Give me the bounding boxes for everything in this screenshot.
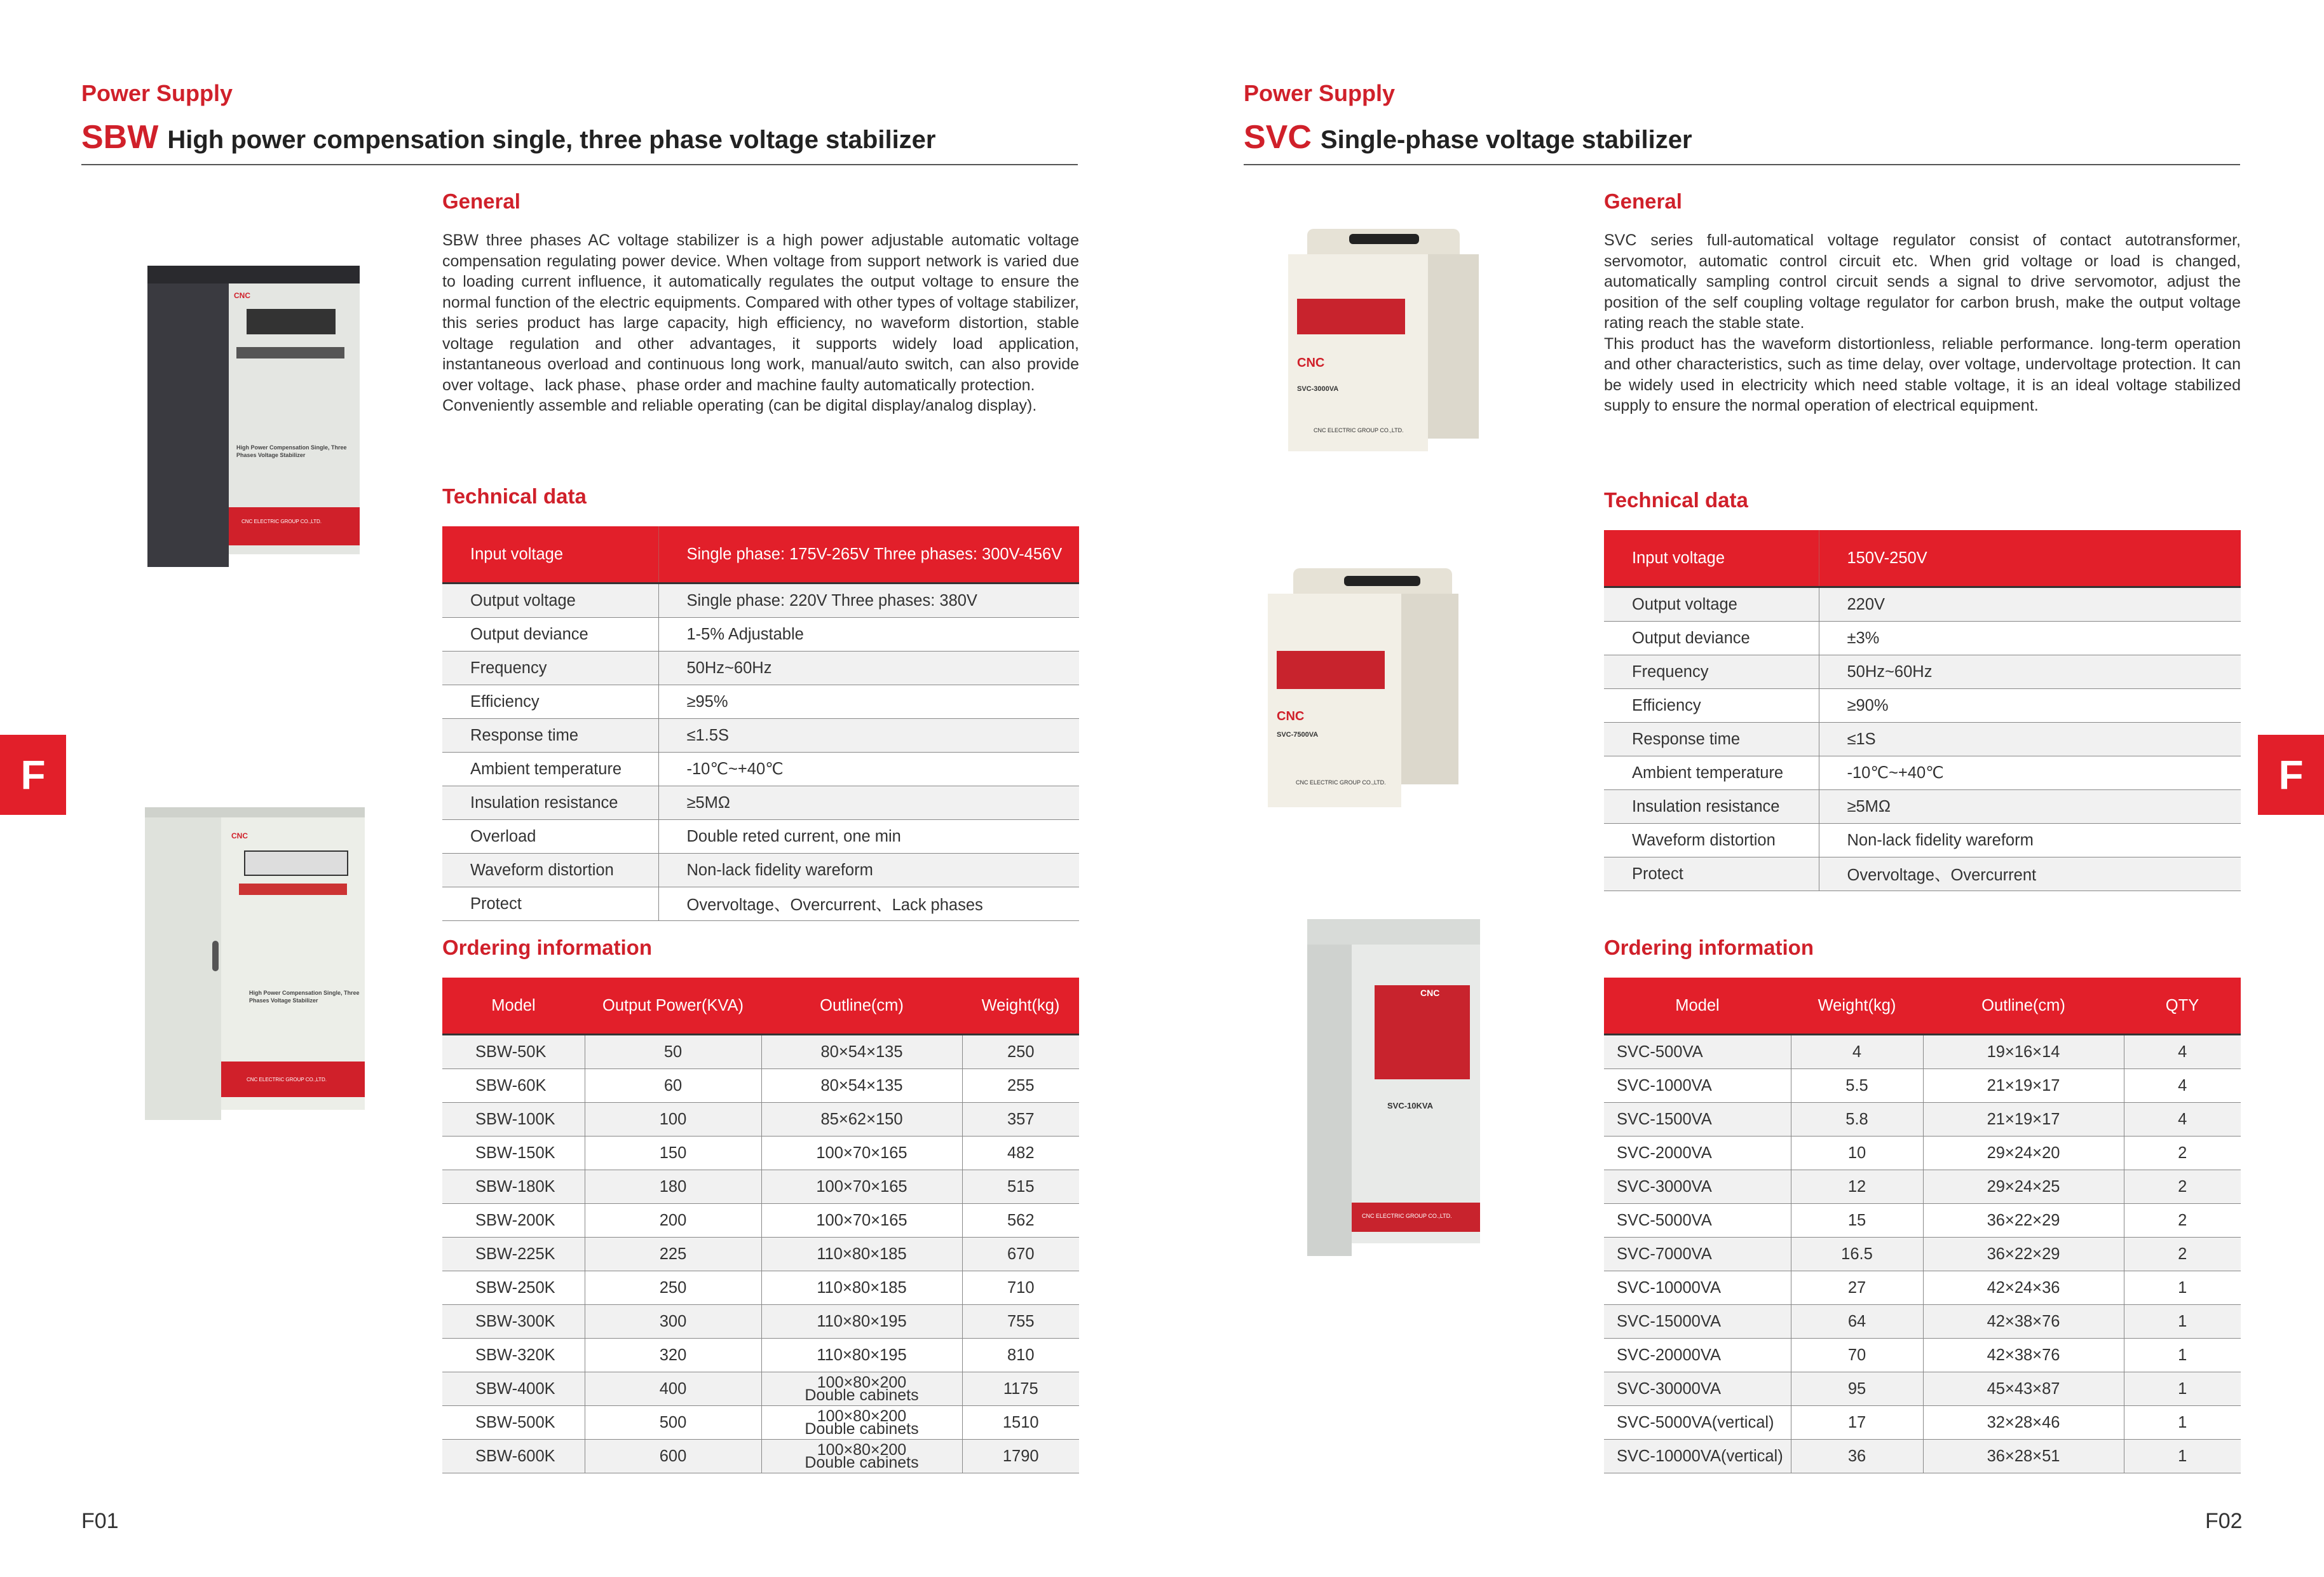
model-cell: SBW-400K [442,1372,585,1406]
value-cell: 15 [1791,1204,1923,1238]
spec-name: Efficiency [1604,689,1819,723]
table-row [442,1035,1079,1069]
model-cell: SBW-600K [442,1440,585,1473]
value-cell: 16.5 [1791,1238,1923,1271]
model-cell: SBW-500K [442,1406,585,1440]
spec-value: ±3% [1819,622,2241,655]
general-heading: General [442,189,520,213]
outline-cell: 100×70×165 [761,1204,962,1238]
technical-table [442,526,1079,921]
value-cell: 5.5 [1791,1069,1923,1103]
model-cell: SBW-60K [442,1069,585,1103]
general-heading: General [1604,189,1682,213]
product-title: Single-phase voltage stabilizer [1320,126,1692,154]
table-row [442,719,1079,753]
table-row [1604,857,2241,891]
table-row [1604,1137,2241,1170]
table-row [1604,587,2241,622]
spec-value: ≥90% [1819,689,2241,723]
table-row [1604,1305,2241,1339]
spec-value: 50Hz~60Hz [658,652,1079,685]
product-label: SVC-10KVA [1387,1101,1434,1110]
model-cell: SBW-50K [442,1035,585,1069]
category-label: Power Supply [1244,80,1396,106]
column-header: Model [1604,978,1791,1035]
outline-cell: 42×38×76 [1923,1305,2124,1339]
ordering-heading: Ordering information [1604,936,1814,959]
spec-value: 220V [1819,587,2241,622]
table-row [442,1305,1079,1339]
product-footer: CNC ELECTRIC GROUP CO.,LTD. [1362,1213,1452,1219]
table-row [1604,1170,2241,1204]
table-row [1604,1204,2241,1238]
spec-value: 150V-250V [1819,530,2241,587]
value-cell: 320 [585,1339,761,1372]
table-row [442,1271,1079,1305]
table-row [442,1137,1079,1170]
column-header: Outline(cm) [1923,978,2124,1035]
table-row [442,618,1079,652]
table-header-row [442,978,1079,1035]
value-cell: 4 [2124,1035,2241,1069]
spec-name: Output deviance [442,618,658,652]
model-cell: SVC-500VA [1604,1035,1791,1069]
outline-cell: 100×70×165 [761,1137,962,1170]
table-row [1604,790,2241,824]
value-cell: 1 [2124,1406,2241,1440]
column-header: Model [442,978,585,1035]
spec-name: Response time [1604,723,1819,756]
model-cell: SVC-3000VA [1604,1170,1791,1204]
value-cell: 255 [962,1069,1079,1103]
value-cell: 250 [962,1035,1079,1069]
outline-cell: 42×38×76 [1923,1339,2124,1372]
model-cell: SVC-5000VA(vertical) [1604,1406,1791,1440]
spec-value: -10℃~+40℃ [1819,756,2241,790]
page-right [1162,0,2324,1577]
column-header: Weight(kg) [962,978,1079,1035]
product-footer: CNC ELECTRIC GROUP CO.,LTD. [1314,427,1404,434]
column-header: Outline(cm) [761,978,962,1035]
spec-name: Protect [1604,857,1819,891]
model-cell: SBW-200K [442,1204,585,1238]
product-footer: CNC ELECTRIC GROUP CO.,LTD. [247,1077,327,1082]
table-row [1604,824,2241,857]
general-paragraph: SBW three phases AC voltage stabilizer is a high power adjustable automatic voltage compensation regulating power device. When voltage from support network is varied due to loading current influence, it automatically regulates the output voltage to ensure the normal function of the electric equipments. Compared with other types of voltage stabilizer, this series product has large capacity, high efficiency, no waveform distortion, stable voltage regulation and other advantages, it supports widely load application, instantaneous overload and continuous long work, manual/auto switch, can also provide over voltage、lack phase、phase order and machine faulty automatically protection. [442,231,1079,394]
table-row [1604,1406,2241,1440]
category-label: Power Supply [81,80,233,106]
spec-name: Insulation resistance [442,786,658,820]
table-header-row [442,526,1079,584]
value-cell: 95 [1791,1372,1923,1406]
table-row [442,584,1079,618]
technical-heading: Technical data [442,484,587,508]
general-paragraph: This product has the waveform distortionless, reliable performance. long-term operation and other characteristics, such as time delay, over voltage, undervoltage protection. It can be widely used in electricity which need stable voltage, it is an ideal voltage stabilized supply to ensure the normal operation of electrical equipment. [1604,334,2241,414]
spec-name: Efficiency [442,685,658,719]
model-cell: SVC-1500VA [1604,1103,1791,1137]
outline-cell: 100×70×165 [761,1170,962,1204]
ordering-table [1604,978,2241,1473]
table-row [442,1238,1079,1271]
outline-dimensions: 100×80×200 [817,1407,907,1425]
spec-name: Frequency [442,652,658,685]
value-cell: 2 [2124,1170,2241,1204]
outline-cell: 29×24×20 [1923,1137,2124,1170]
table-row [1604,1035,2241,1069]
table-row [442,1170,1079,1204]
value-cell: 2 [2124,1204,2241,1238]
value-cell: 400 [585,1372,761,1406]
model-cell: SVC-5000VA [1604,1204,1791,1238]
value-cell: 4 [2124,1069,2241,1103]
outline-note: Double cabinets [805,1386,919,1404]
value-cell: 250 [585,1271,761,1305]
product-code: SBW [81,119,159,156]
general-paragraph: SVC series full-automatical voltage regulator consist of contact autotransformer, servomotor, automatic control circuit etc. When grid voltage or load is changed, automatically sampling control circuit sends a signal to drive servomotor, adjust the position of the self coupling voltage regulator for carbon brush, make the output voltage rating reach the stable state. [1604,231,2241,332]
ordering-table [442,978,1079,1473]
spec-value: Overvoltage、Overcurrent [1819,857,2241,891]
value-cell: 515 [962,1170,1079,1204]
product-image-sbw-light [145,807,365,1120]
value-cell: 70 [1791,1339,1923,1372]
table-header-row [1604,978,2241,1035]
spec-name: Output voltage [1604,587,1819,622]
value-cell: 1 [2124,1440,2241,1473]
spec-value: 50Hz~60Hz [1819,655,2241,689]
product-label: High Power Compensation Single, Three Phases Voltage Stabilizer [236,444,347,458]
outline-cell: 36×22×29 [1923,1204,2124,1238]
section-tab: F [2258,735,2324,815]
product-image-svc-10kva [1307,919,1480,1267]
value-cell: 300 [585,1305,761,1339]
value-cell: 500 [585,1406,761,1440]
value-cell: 17 [1791,1406,1923,1440]
spec-value: Overvoltage、Overcurrent、Lack phases [658,887,1079,921]
product-image-svc-7500va [1268,568,1458,820]
product-label: SVC-3000VA [1297,385,1339,393]
spec-value: 1-5% Adjustable [658,618,1079,652]
model-cell: SBW-300K [442,1305,585,1339]
spec-name: Frequency [1604,655,1819,689]
value-cell: 150 [585,1137,761,1170]
value-cell: 27 [1791,1271,1923,1305]
spec-value: ≥5MΩ [658,786,1079,820]
spec-name: Insulation resistance [1604,790,1819,824]
spec-value: ≥95% [658,685,1079,719]
table-row [442,685,1079,719]
value-cell: 1 [2124,1339,2241,1372]
table-row [1604,689,2241,723]
value-cell: 2 [2124,1238,2241,1271]
outline-cell: 110×80×185 [761,1271,962,1305]
model-cell: SBW-225K [442,1238,585,1271]
outline-cell: 80×54×135 [761,1069,962,1103]
spec-value: Double reted current, one min [658,820,1079,854]
value-cell: 4 [2124,1103,2241,1137]
value-cell: 810 [962,1339,1079,1372]
table-row [442,1440,1079,1473]
page-title [1244,118,1692,156]
outline-cell: 110×80×195 [761,1339,962,1372]
product-label: SVC-7500VA [1277,731,1319,739]
outline-cell: 110×80×195 [761,1305,962,1339]
model-cell: SVC-2000VA [1604,1137,1791,1170]
product-image-sbw-dark [147,266,360,567]
value-cell: 1 [2124,1372,2241,1406]
brand-logo: CNC [231,831,248,840]
table-row [442,1069,1079,1103]
outline-cell [761,1372,962,1406]
spec-name: Waveform distortion [442,854,658,887]
page-number: F02 [2205,1509,2243,1533]
outline-note: Double cabinets [805,1420,919,1438]
title-rule [1244,164,2240,165]
value-cell: 10 [1791,1137,1923,1170]
model-cell: SBW-150K [442,1137,585,1170]
table-row [1604,1339,2241,1372]
general-paragraph: Conveniently assemble and reliable operating (can be digital display/analog display). [442,397,1037,414]
outline-note: Double cabinets [805,1454,919,1471]
table-row [1604,1069,2241,1103]
spec-name: Input voltage [442,526,658,584]
table-row [442,820,1079,854]
table-row [1604,1271,2241,1305]
value-cell: 482 [962,1137,1079,1170]
value-cell: 4 [1791,1035,1923,1069]
outline-cell: 21×19×17 [1923,1069,2124,1103]
table-row [442,1339,1079,1372]
outline-cell: 85×62×150 [761,1103,962,1137]
spec-name: Ambient temperature [442,753,658,786]
table-row [1604,1372,2241,1406]
value-cell: 1510 [962,1406,1079,1440]
spec-value: Non-lack fidelity wareform [658,854,1079,887]
value-cell: 755 [962,1305,1079,1339]
spec-value: ≤1.5S [658,719,1079,753]
spec-name: Protect [442,887,658,921]
model-cell: SVC-10000VA [1604,1271,1791,1305]
column-header: Output Power(KVA) [585,978,761,1035]
table-header-row [1604,530,2241,587]
table-row [442,1103,1079,1137]
table-row [1604,756,2241,790]
value-cell: 36 [1791,1440,1923,1473]
spec-name: Response time [442,719,658,753]
column-header: QTY [2124,978,2241,1035]
model-cell: SVC-15000VA [1604,1305,1791,1339]
spec-name: Waveform distortion [1604,824,1819,857]
model-cell: SBW-180K [442,1170,585,1204]
value-cell: 600 [585,1440,761,1473]
value-cell: 1 [2124,1271,2241,1305]
spec-name: Overload [442,820,658,854]
table-row [1604,1440,2241,1473]
product-code: SVC [1244,119,1312,156]
table-row [1604,723,2241,756]
value-cell: 2 [2124,1137,2241,1170]
outline-cell: 19×16×14 [1923,1035,2124,1069]
outline-cell: 42×24×36 [1923,1271,2124,1305]
outline-cell: 32×28×46 [1923,1406,2124,1440]
outline-dimensions: 100×80×200 [817,1441,907,1459]
table-row [1604,1103,2241,1137]
brand-logo: CNC [1297,356,1325,370]
outline-cell: 36×28×51 [1923,1440,2124,1473]
product-image-svc-3000va [1288,229,1479,461]
value-cell: 12 [1791,1170,1923,1204]
product-title: High power compensation single, three phase voltage stabilizer [167,126,936,154]
brand-logo: CNC [1420,988,1440,998]
table-row [442,1372,1079,1406]
value-cell: 64 [1791,1305,1923,1339]
model-cell: SBW-100K [442,1103,585,1137]
outline-cell [761,1406,962,1440]
outline-cell [761,1440,962,1473]
table-row [442,786,1079,820]
spec-value: ≥5MΩ [1819,790,2241,824]
spec-value: Single phase: 220V Three phases: 380V [658,584,1079,618]
model-cell: SVC-1000VA [1604,1069,1791,1103]
value-cell: 357 [962,1103,1079,1137]
product-footer: CNC ELECTRIC GROUP CO.,LTD. [241,519,322,524]
spec-name: Output voltage [442,584,658,618]
outline-cell: 80×54×135 [761,1035,962,1069]
page-number: F01 [81,1509,119,1533]
brand-logo: CNC [1277,709,1305,723]
value-cell: 670 [962,1238,1079,1271]
value-cell: 50 [585,1035,761,1069]
value-cell: 1790 [962,1440,1079,1473]
table-row [442,854,1079,887]
value-cell: 710 [962,1271,1079,1305]
outline-dimensions: 100×80×200 [817,1374,907,1391]
value-cell: 60 [585,1069,761,1103]
spec-value: -10℃~+40℃ [658,753,1079,786]
value-cell: 200 [585,1204,761,1238]
technical-table [1604,530,2241,891]
general-text [442,230,1079,416]
model-cell: SVC-10000VA(vertical) [1604,1440,1791,1473]
product-footer: CNC ELECTRIC GROUP CO.,LTD. [1296,779,1386,786]
table-row [1604,1238,2241,1271]
table-row [442,1204,1079,1238]
outline-cell: 110×80×185 [761,1238,962,1271]
model-cell: SBW-250K [442,1271,585,1305]
outline-cell: 36×22×29 [1923,1238,2124,1271]
spec-name: Output deviance [1604,622,1819,655]
table-row [442,887,1079,921]
value-cell: 562 [962,1204,1079,1238]
model-cell: SVC-7000VA [1604,1238,1791,1271]
spec-name: Ambient temperature [1604,756,1819,790]
table-row [442,652,1079,685]
spec-name: Input voltage [1604,530,1819,587]
outline-cell: 29×24×25 [1923,1170,2124,1204]
value-cell: 1175 [962,1372,1079,1406]
value-cell: 1 [2124,1305,2241,1339]
value-cell: 180 [585,1170,761,1204]
model-cell: SVC-20000VA [1604,1339,1791,1372]
outline-cell: 21×19×17 [1923,1103,2124,1137]
outline-cell: 45×43×87 [1923,1372,2124,1406]
model-cell: SVC-30000VA [1604,1372,1791,1406]
general-text [1604,230,2241,416]
page-title [81,118,936,156]
technical-heading: Technical data [1604,488,1748,512]
value-cell: 100 [585,1103,761,1137]
spec-value: ≤1S [1819,723,2241,756]
spec-value: Single phase: 175V-265V Three phases: 300V-456V [658,526,1079,584]
table-row [1604,655,2241,689]
product-label: High Power Compensation Single, Three Phases Voltage Stabilizer [249,990,360,1004]
table-row [442,1406,1079,1440]
ordering-heading: Ordering information [442,936,652,959]
column-header: Weight(kg) [1791,978,1923,1035]
section-tab: F [0,735,66,815]
value-cell: 225 [585,1238,761,1271]
brand-logo: CNC [234,291,250,300]
value-cell: 5.8 [1791,1103,1923,1137]
spec-value: Non-lack fidelity wareform [1819,824,2241,857]
title-rule [81,164,1078,165]
table-row [1604,622,2241,655]
table-row [442,753,1079,786]
model-cell: SBW-320K [442,1339,585,1372]
